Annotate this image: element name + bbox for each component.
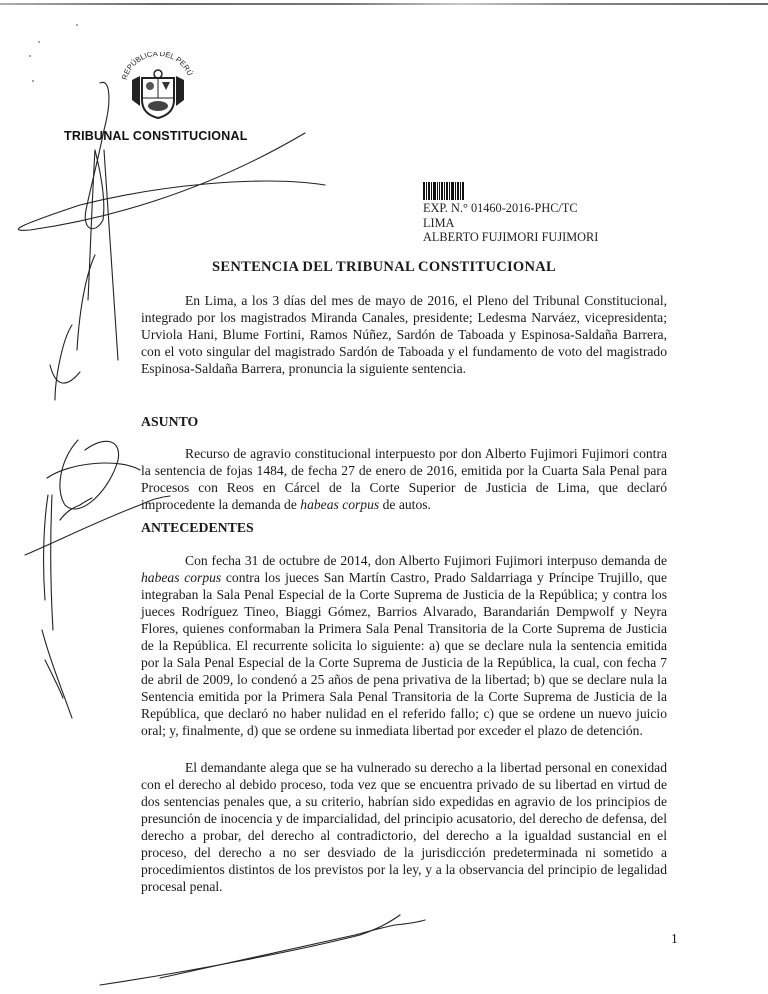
svg-text:REPÚBLICA DEL PERÚ: REPÚBLICA DEL PERÚ [119, 52, 195, 81]
expediente-number: EXP. N.° 01460-2016-PHC/TC [423, 201, 578, 215]
page-number: 1 [671, 931, 678, 946]
section-heading-asunto: ASUNTO [141, 414, 199, 429]
document-title: SENTENCIA DEL TRIBUNAL CONSTITUCIONAL [211, 259, 557, 275]
case-reference [423, 201, 598, 245]
scan-speck [76, 24, 78, 26]
scan-speck [29, 55, 31, 57]
scan-speck [38, 41, 40, 43]
case-party: ALBERTO FUJIMORI FUJIMORI [423, 230, 599, 244]
section-heading-antecedentes: ANTECEDENTES [141, 520, 254, 535]
antecedentes-paragraph-1: Con fecha 31 de octubre de 2014, don Alberto Fujimori Fujimori interpuso demanda de habeas corpus contra los jueces San Martín Castro, Prado Saldarriaga y Príncipe Trujillo, que integraban la Sala Penal Especial de la Corte Suprema de Justicia de la República; y contra los jueces Rodríguez Tineo, Biaggi Gómez, Barrios Alvarado, Barandarián Dempwolf y Neyra Flores, quienes conformaban la Primera Sala Penal Transitoria de la Corte Suprema de Justicia de la República. El recurrente solicita lo siguiente: a) que se declare nula la sentencia emitida por la Sala Penal Especial de la Corte Suprema de Justicia de la República, la cual, con fecha 7 de abril de 2009, lo condenó a 25 años de pena privativa de la libertad; b) que se declare nula la Sentencia emitida por la Primera Sala Penal Transitoria de la Corte Suprema de Justicia de la República, que declaró no haber nulidad en el referido fallo; c) que se ordene un nuevo juicio oral; y, finalmente, d) que se ordene su inmediata libertad por exceder el plazo de detención. [141, 553, 667, 738]
peru-coat-of-arms-icon [118, 52, 198, 124]
scan-speck [32, 80, 34, 82]
asunto-paragraph: Recurso de agravio constitucional interpuesto por don Alberto Fujimori Fujimori contra la sentencia de fojas 1484, de fecha 27 de enero de 2016, emitida por la Cuarta Sala Penal para Procesos con Reos en Cárcel de la Corte Superior de Justicia de Lima, que declaró improcedente la demanda de habeas corpus de autos. [141, 446, 667, 512]
scan-top-edge [0, 3, 768, 5]
institution-name: TRIBUNAL CONSTITUCIONAL [64, 129, 248, 143]
barcode [423, 182, 465, 200]
case-place: LIMA [423, 215, 455, 230]
intro-paragraph: En Lima, a los 3 días del mes de mayo de 2016, el Pleno del Tribunal Constitucional, integrado por los magistrados Miranda Canales, presidente; Ledesma Narváez, vicepresidenta; Urviola Hani, Blume Fortini, Ramos Núñez, Sardón de Taboada y Espinosa-Saldaña Barrera, con el voto singular del magistrado Sardón de Taboada y el fundamento de voto del magistrado Espinosa-Saldaña Barrera, pronuncia la siguiente sentencia. [141, 293, 667, 376]
antecedentes-paragraph-2: El demandante alega que se ha vulnerado su derecho a la libertad personal en conexidad con el derecho al debido proceso, toda vez que se encuentra privado de su libertad en virtud de dos sentencias penales que, a su criterio, habrían sido expedidas en agravio de los principios de presunción de inocencia y de imparcialidad, del principio acusatorio, del derecho de defensa, del derecho a probar, del derecho al contradictorio, del derecho a la igualdad sustancial en el proceso, del derecho a no ser desviado de la jurisdicción predeterminada ni sometido a procedimientos distintos de los previstos por la ley, y a la observancia del principio de legalidad procesal penal. [141, 760, 667, 894]
